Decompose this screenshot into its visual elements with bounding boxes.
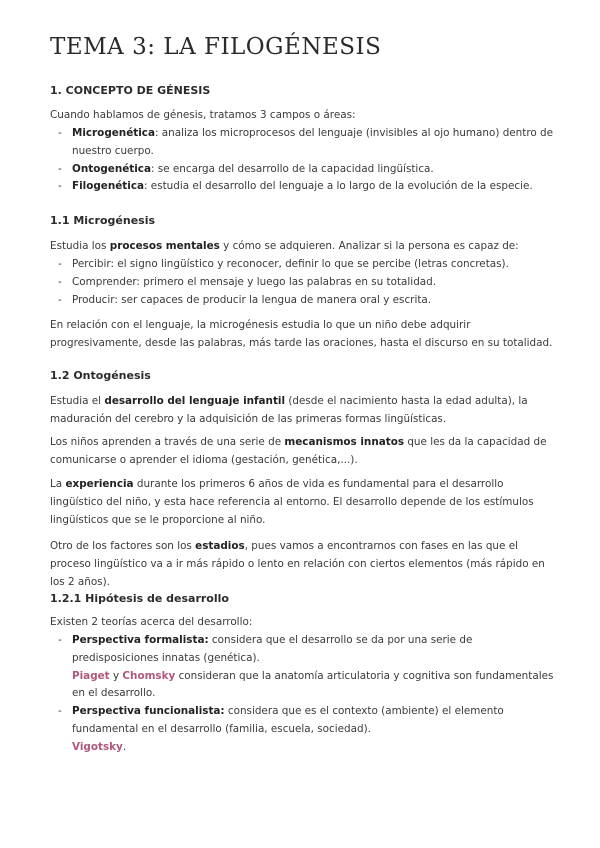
paragraph: Otro de los factores son los estadios, pues vamos a encontrarnos con fases en las que el proceso lingüístico va a ir más rápido o lento en relación con ciertos elementos (más rápido en los 2 años). [50,540,545,588]
paragraph: Estudia el desarrollo del lenguaje infantil (desde el nacimiento hasta la edad adulta), la maduración del cerebro y la adquisición de las primeras formas lingüísticas. [50,395,528,425]
paragraph: En relación con el lenguaje, la microgénesis estudia lo que un niño debe adquirir progresivamente, desde las palabras, más tarde las oraciones, hasta el discurso en su totalidad. [50,319,553,349]
genesis-list [50,125,555,196]
list-item: - Filogenética: estudia el desarrollo del lenguaje a lo largo de la evolución de la especie. [58,180,533,193]
section-heading-hipotesis: 1.2.1 Hipótesis de desarrollo [50,592,229,605]
list-item: - Percibir: el signo lingüístico y reconocer, definir lo que se percibe (letras concretas). [58,258,509,270]
section-heading-concepto: 1. CONCEPTO DE GÉNESIS [50,84,211,97]
section-heading-ontogenesis: 1.2 Ontogénesis [50,369,151,382]
paragraph: Estudia los procesos mentales y cómo se adquieren. Analizar si la persona es capaz de: [50,240,519,252]
page-title: TEMA 3: LA FILOGÉNESIS [50,34,382,60]
paragraph: La experiencia durante los primeros 6 años de vida es fundamental para el desarrollo lingüístico del niño, y esta hace referencia al entorno. El desarrollo depende de los estímulos lingüísticos que se le proporcione al niño. [50,478,534,526]
list-item: - Ontogenética: se encarga del desarrollo de la capacidad lingüística. [58,162,434,175]
list-item: - Comprender: primero el mensaje y luego las palabras en su totalidad. [58,275,437,288]
list-item: - Perspectiva formalista: considera que el desarrollo se da por una serie de predisposiciones innatas (genética). Piaget y Chomsky consideran que la anatomía articulatoria y cognitiva son fundamentales en el desarrollo. [58,634,554,700]
hipotesis-list [50,632,555,757]
list-item: - Microgenética: analiza los microprocesos del lenguaje (invisibles al ojo humano) dentro de nuestro cuerpo. [58,127,554,157]
list-item: - Producir: ser capaces de producir la lengua de manera oral y escrita. [58,293,432,306]
author-name: Piaget [72,669,110,682]
section-heading-microgenesis: 1.1 Microgénesis [50,214,156,227]
author-name: Vigotsky [72,740,123,753]
paragraph: Los niños aprenden a través de una serie de mecanismos innatos que les da la capacidad de comunicarse o aprender el idioma (gestación, genética,...). [50,436,547,466]
list-item: - Perspectiva funcionalista: considera que es el contexto (ambiente) el elemento fundamental en el desarrollo (familia, escuela, sociedad). Vigotsky. [58,705,504,753]
author-name: Chomsky [122,669,176,682]
section-intro: Existen 2 teorías acerca del desarrollo: [50,616,253,628]
section-intro: Cuando hablamos de génesis, tratamos 3 campos o áreas: [50,109,356,121]
microgenesis-list [50,256,555,309]
